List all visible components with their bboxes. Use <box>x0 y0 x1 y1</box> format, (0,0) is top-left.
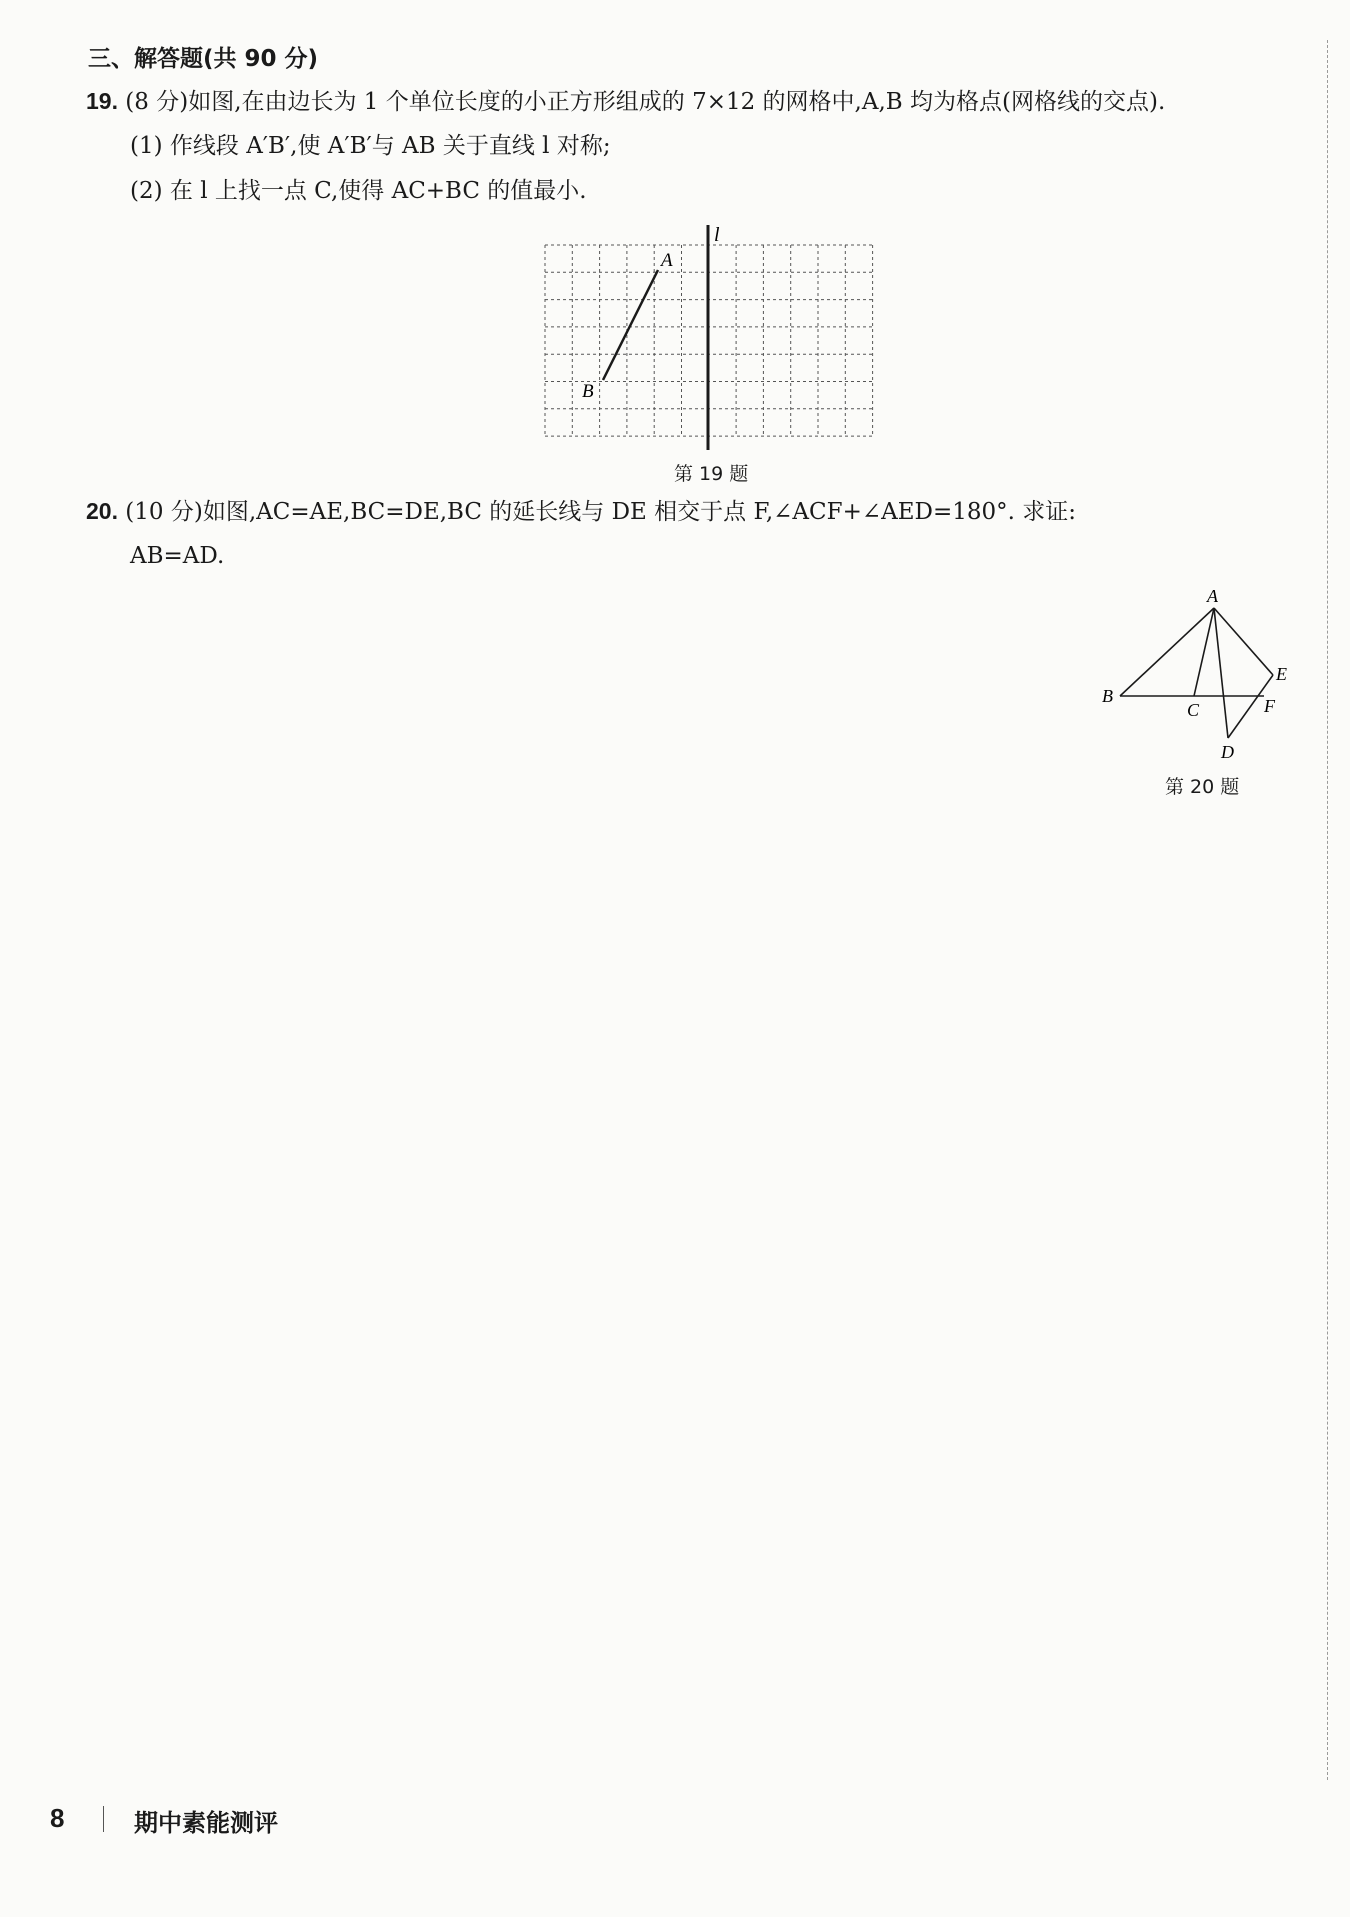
q20-segment-ac <box>1194 608 1214 696</box>
q20-stem-line2: AB=AD. <box>130 543 225 569</box>
q19-caption: 第 19 题 <box>674 463 749 485</box>
q20-label-e: E <box>1276 664 1287 684</box>
q19-stem: (8 分)如图,在由边长为 1 个单位长度的小正方形组成的 7×12 的网格中,A,B 均为格点(网格线的交点). <box>125 89 1166 115</box>
q20-segment-ad <box>1214 608 1228 738</box>
q20-label-a: A <box>1207 586 1218 606</box>
q20-stem-line1: (10 分)如图,AC=AE,BC=DE,BC 的延长线与 DE 相交于点 F,∠ACF+∠AED=180°. 求证: <box>125 499 1077 525</box>
q20-label-c: C <box>1187 700 1200 720</box>
q19-grid-figure <box>530 215 890 455</box>
q19-label-l: l <box>714 224 720 246</box>
q20-segment-ae <box>1214 608 1273 675</box>
page-number: 8 <box>50 1803 65 1833</box>
q19-part1: (1) 作线段 A′B′,使 A′B′与 AB 关于直线 l 对称; <box>130 133 611 159</box>
q19-segment-ab <box>603 270 658 380</box>
q20-number: 20. <box>86 498 118 524</box>
q19-stem-line <box>86 86 1165 117</box>
q20-segment-ab <box>1120 608 1214 696</box>
q19-part2: (2) 在 l 上找一点 C,使得 AC+BC 的值最小. <box>130 178 587 204</box>
q19-label-b: B <box>582 381 594 402</box>
q20-triangle-figure <box>1090 580 1310 770</box>
q20-label-f: F <box>1264 696 1275 716</box>
margin-rule <box>1327 40 1328 1780</box>
q19-label-a: A <box>661 250 673 271</box>
footer-divider <box>103 1806 104 1832</box>
q20-label-b: B <box>1102 686 1113 706</box>
q20-label-d: D <box>1221 742 1234 762</box>
section-title: 三、解答题(共 90 分) <box>88 46 319 72</box>
q20-caption: 第 20 题 <box>1165 776 1240 798</box>
footer-title: 期中素能测评 <box>134 1809 278 1837</box>
q20-stem-line <box>86 496 1076 527</box>
q19-number: 19. <box>86 88 118 114</box>
